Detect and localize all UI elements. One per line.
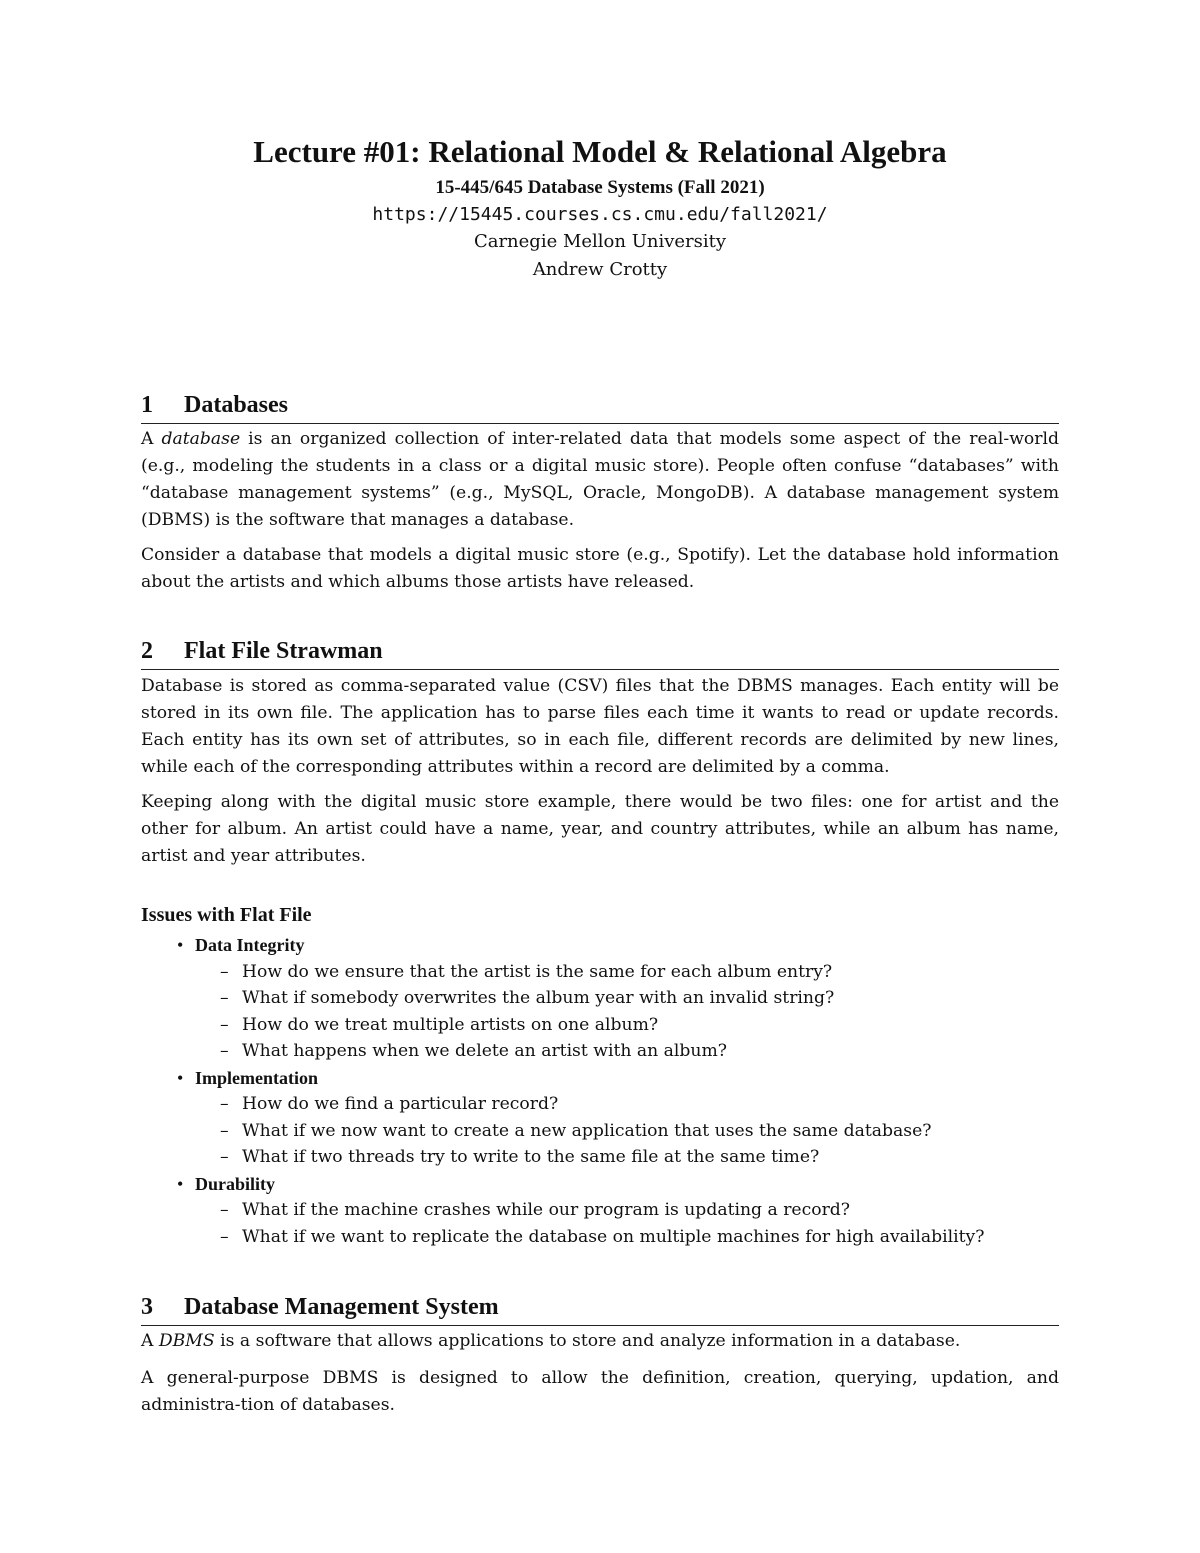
bullet-text: Data Integrity	[195, 935, 305, 955]
sub-item-text: What if we want to replicate the database on multiple machines for high availability?	[242, 1226, 985, 1247]
document-title: Lecture #01: Relational Model & Relational Algebra	[253, 134, 947, 169]
list-item	[141, 1065, 1059, 1171]
section-2-paragraph-2: Keeping along with the digital music store example, there would be two files: one for artist and the other for album. An artist could have a name, year, and country attributes, while an album has name, artist and year attributes.	[141, 792, 1059, 866]
section-3-paragraph-1	[141, 1328, 1059, 1355]
dash-icon: –	[220, 1041, 229, 1061]
section-title: Database Management System	[184, 1294, 499, 1320]
section-3-heading	[141, 1291, 1059, 1326]
sub-item-text: What if the machine crashes while our program is updating a record?	[242, 1200, 851, 1220]
sub-item-text: What happens when we delete an artist with an album?	[242, 1041, 728, 1061]
sub-item-text: What if somebody overwrites the album year with an invalid string?	[242, 988, 835, 1008]
title-block	[141, 132, 1059, 284]
section-number: 1	[141, 392, 153, 418]
dash-icon: –	[220, 1147, 229, 1167]
sub-item-text: How do we ensure that the artist is the same for each album entry?	[242, 961, 833, 982]
text-run: is a software that allows applications to store and analyze information in a database.	[214, 1331, 961, 1351]
bullet-icon: •	[177, 935, 184, 955]
section-title: Databases	[184, 392, 289, 418]
sub-list-item	[141, 985, 1059, 1012]
university-name: Carnegie Mellon University	[473, 231, 727, 252]
dash-icon: –	[220, 1226, 229, 1247]
course-url[interactable]: https://15445.courses.cs.cmu.edu/fall2021/	[372, 204, 828, 225]
list-item	[141, 932, 1059, 1065]
sub-list-item	[141, 1144, 1059, 1171]
sub-item-text: How do we treat multiple artists on one album?	[242, 1014, 659, 1035]
sub-list-item	[141, 1038, 1059, 1065]
sub-list	[141, 1197, 1059, 1250]
author-name: Andrew Crotty	[532, 259, 668, 280]
subsection-heading: Issues with Flat File	[141, 904, 312, 926]
sub-item-text: How do we find a particular record?	[242, 1094, 559, 1114]
sub-list-item	[141, 959, 1059, 986]
bullet-icon: •	[177, 1067, 184, 1088]
bullet-label	[177, 932, 1113, 959]
dash-icon: –	[220, 1014, 229, 1035]
section-2-paragraph-1: Database is stored as comma-separated value (CSV) files that the DBMS manages. Each entity will be stored in its own file. The application has to parse files each time it wants to read or update records. Each entity has its own set of attributes, so in each file, different records are delimited by new lines, while each of the corresponding attributes within a record are delimited by a comma.	[141, 676, 1059, 777]
dash-icon: –	[220, 961, 229, 982]
dash-icon: –	[220, 988, 229, 1008]
sub-list-item	[141, 1012, 1059, 1039]
section-3-paragraph-2: A general-purpose DBMS is designed to allow the definition, creation, querying, updation, and administra-tion of databases.	[141, 1368, 1059, 1415]
dash-icon: –	[220, 1200, 229, 1220]
emphasized-term: database	[161, 429, 241, 449]
bullet-icon: •	[177, 1173, 184, 1194]
section-1-paragraph-2: Consider a database that models a digital music store (e.g., Spotify). Let the database hold information about the artists and which albums those artists have released.	[141, 545, 1059, 592]
emphasized-term: DBMS	[158, 1331, 215, 1351]
text-run: A	[141, 1331, 159, 1351]
section-number: 3	[141, 1294, 153, 1320]
text-run: is an organized collection of inter-related data that models some aspect of the real-world (e.g., modeling the students in a class or a digital music store). People often confuse “databases” with “database management systems” (e.g., MySQL, Oracle, MongoDB). A database management system (DBMS) is the software that manages a database.	[141, 429, 1059, 530]
sub-item-text: What if we now want to create a new application that uses the same database?	[242, 1120, 932, 1141]
sub-item-text: What if two threads try to write to the same file at the same time?	[242, 1147, 820, 1167]
section-1-paragraph-1	[141, 426, 1059, 534]
dash-icon: –	[220, 1120, 229, 1141]
issues-list	[141, 932, 1059, 1250]
sub-list-item	[141, 1118, 1059, 1145]
bullet-label	[177, 1171, 1113, 1198]
section-number: 2	[141, 638, 153, 664]
bullet-text: Implementation	[195, 1067, 318, 1088]
dash-icon: –	[220, 1094, 229, 1114]
sub-list-item	[141, 1091, 1059, 1118]
sub-list	[141, 1091, 1059, 1171]
section-1-heading	[141, 389, 1059, 424]
bullet-label	[177, 1065, 1113, 1092]
section-2-heading	[141, 635, 1059, 670]
course-name: 15-445/645 Database Systems (Fall 2021)	[435, 177, 765, 198]
list-item	[141, 1171, 1059, 1251]
sub-list	[141, 959, 1059, 1065]
section-title: Flat File Strawman	[184, 638, 383, 664]
sub-list-item	[141, 1224, 1059, 1251]
sub-list-item	[141, 1197, 1059, 1224]
text-run: A	[141, 429, 162, 449]
bullet-text: Durability	[195, 1173, 276, 1194]
